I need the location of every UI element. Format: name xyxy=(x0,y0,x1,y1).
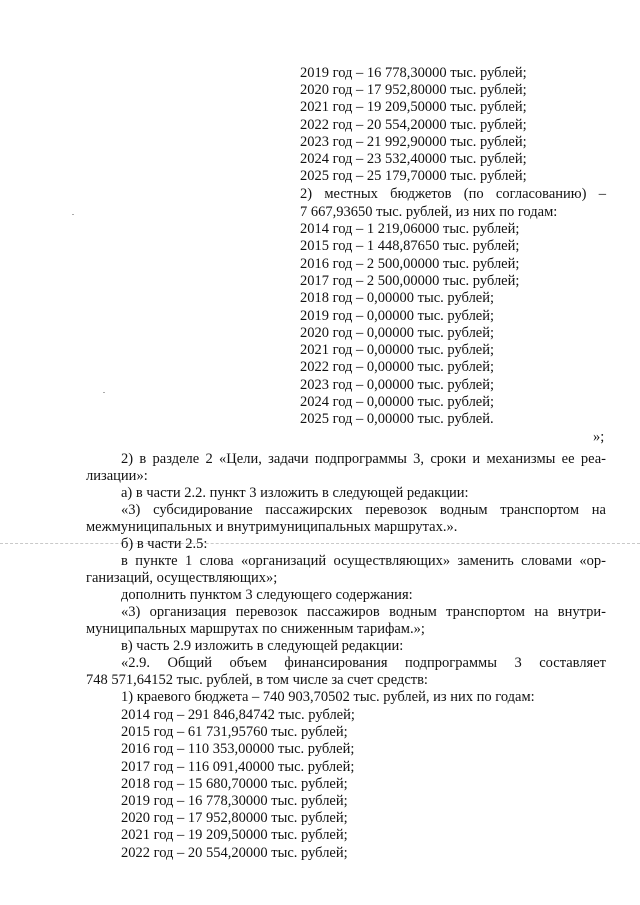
section2-line1: 2) в разделе 2 «Цели, задачи подпрограммы 3, сроки и механизмы ее реа- xyxy=(121,451,606,467)
scan-speck xyxy=(103,392,105,393)
local-budget-heading-line2: 7 667,93650 тыс. рублей, из них по годам: xyxy=(300,204,558,220)
scan-fold-line xyxy=(0,543,640,544)
year-amount-line: 2019 год – 16 778,30000 тыс. рублей; xyxy=(300,65,527,81)
item3-org-line2: муниципальных маршрутах по сниженным тарифам.»; xyxy=(86,621,425,637)
section2-line2: лизации»: xyxy=(86,468,148,484)
part-2-5-line: б) в части 2.5: xyxy=(121,536,208,552)
year-amount-line: 2016 год – 2 500,00000 тыс. рублей; xyxy=(300,255,520,272)
part-2-9-line: в) часть 2.9 изложить в следующей редакции: xyxy=(121,638,404,654)
financing-total-line2: 748 571,64152 тыс. рублей, в том числе за счет средств: xyxy=(86,672,428,688)
year-amount-line: 2015 год – 61 731,95760 тыс. рублей; xyxy=(121,724,348,741)
year-amount-line: 2025 год – 0,00000 тыс. рублей. xyxy=(300,411,494,428)
year-amount-line: 2020 год – 17 952,80000 тыс. рублей; xyxy=(121,810,348,827)
add-item3-line: дополнить пунктом 3 следующего содержания: xyxy=(121,587,413,603)
year-amount-line: 2020 год – 0,00000 тыс. рублей; xyxy=(300,324,495,341)
year-amount-line: 2016 год – 110 353,00000 тыс. рублей; xyxy=(121,741,355,758)
year-amount-line: 2015 год – 1 448,87650 тыс. рублей; xyxy=(300,238,520,255)
year-amount-line: 2017 год – 2 500,00000 тыс. рублей; xyxy=(300,272,520,289)
year-amount-line: 2025 год – 25 179,70000 тыс. рублей; xyxy=(300,168,527,185)
year-amount-line: 2022 год – 0,00000 тыс. рублей; xyxy=(300,359,495,376)
part-2-2-line: а) в части 2.2. пункт 3 изложить в следующей редакции: xyxy=(121,485,469,501)
financing-total-line1: «2.9. Общий объем финансирования подпрограммы 3 составляет xyxy=(121,655,606,671)
year-amount-line: 2021 год – 19 209,50000 тыс. рублей; xyxy=(300,99,527,116)
year-amount-line: 2019 год – 0,00000 тыс. рублей; xyxy=(300,307,495,324)
scan-speck xyxy=(72,214,74,215)
year-amount-line: 2018 год – 15 680,70000 тыс. рублей; xyxy=(121,775,348,792)
item1-replace-line2: ганизаций, осуществляющих»; xyxy=(86,570,278,586)
year-amount-line: 2022 год – 20 554,20000 тыс. рублей; xyxy=(300,116,527,133)
year-amount-line: 2018 год – 0,00000 тыс. рублей; xyxy=(300,290,495,307)
year-amount-line: 2024 год – 0,00000 тыс. рублей; xyxy=(300,394,495,410)
regional-budget-line: 1) краевого бюджета – 740 903,70502 тыс. рублей, из них по годам: xyxy=(121,689,535,705)
year-amount-line: 2017 год – 116 091,40000 тыс. рублей; xyxy=(121,758,355,775)
item1-replace-line1: в пункте 1 слова «организаций осуществляющих» заменить словами «ор- xyxy=(121,553,606,569)
item3-subsidy-line1: «3) субсидирование пассажирских перевозок водным транспортом на xyxy=(121,502,606,518)
local-budget-heading-line1: 2) местных бюджетов (по согласованию) – xyxy=(300,186,606,202)
year-amount-line: 2023 год – 0,00000 тыс. рублей; xyxy=(300,376,495,393)
item3-subsidy-line2: межмуниципальных и внутримуниципальных маршрутах.». xyxy=(86,519,458,535)
item3-org-line1: «3) организация перевозок пассажиров водным транспортом на внутри- xyxy=(121,604,606,620)
year-amount-line: 2014 год – 1 219,06000 тыс. рублей; xyxy=(300,221,520,237)
year-amount-line: 2022 год – 20 554,20000 тыс. рублей; xyxy=(121,844,348,861)
year-amount-line: 2021 год – 0,00000 тыс. рублей; xyxy=(300,342,495,359)
year-amount-line: 2024 год – 23 532,40000 тыс. рублей; xyxy=(300,151,527,167)
year-amount-line: 2023 год – 21 992,90000 тыс. рублей; xyxy=(300,133,527,150)
year-amount-line: 2021 год – 19 209,50000 тыс. рублей; xyxy=(121,827,348,844)
closing-quote: »; xyxy=(593,429,605,445)
year-amount-line: 2020 год – 17 952,80000 тыс. рублей; xyxy=(300,82,527,99)
year-amount-line: 2019 год – 16 778,30000 тыс. рублей; xyxy=(121,793,348,809)
year-amount-line: 2014 год – 291 846,84742 тыс. рублей; xyxy=(121,707,355,723)
